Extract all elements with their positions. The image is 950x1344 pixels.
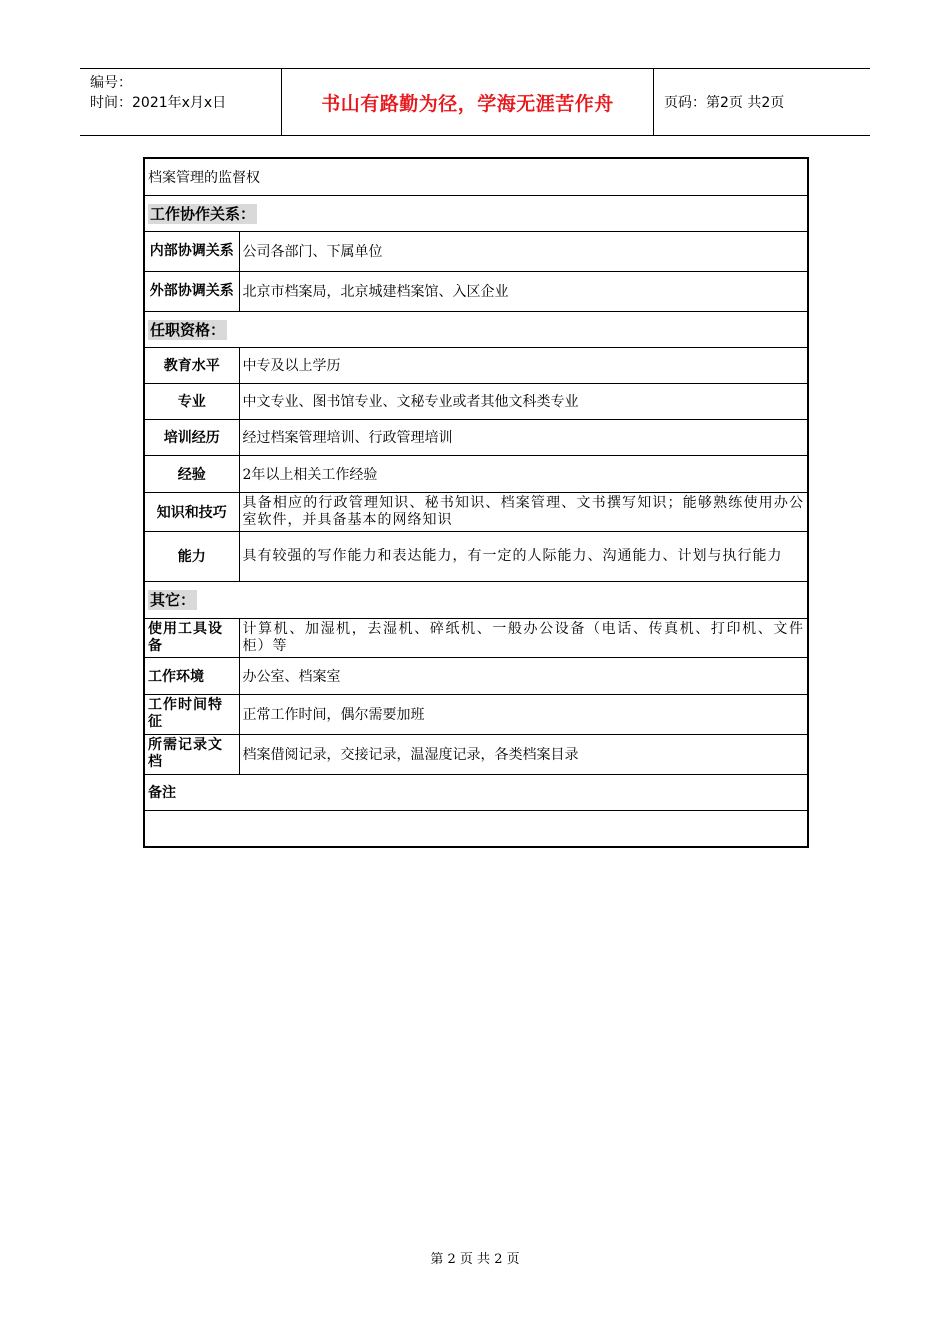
- major-label: 专业: [144, 383, 239, 419]
- page-label: 页码：第2页 共2页: [664, 95, 785, 111]
- table-row: [144, 531, 808, 581]
- section-other-title: 其它：: [150, 591, 196, 609]
- page-header: [80, 68, 870, 136]
- section-row: [144, 581, 808, 618]
- header-motto-cell: [282, 69, 654, 135]
- page-footer: [0, 1248, 950, 1267]
- table-row: [144, 492, 808, 531]
- education-label: 教育水平: [144, 347, 239, 383]
- major-value: 中文专业、图书馆专业、文秘专业或者其他文科类专业: [239, 383, 808, 419]
- ability-label: 能力: [144, 531, 239, 581]
- knowledge-label: 知识和技巧: [144, 492, 239, 531]
- table-row: [144, 734, 808, 774]
- table-row: [144, 419, 808, 455]
- education-value: 中专及以上学历: [239, 347, 808, 383]
- number-label: 编号：: [90, 75, 132, 91]
- records-label: 所需记录文档: [144, 734, 239, 774]
- section-qualification-title: 任职资格：: [150, 320, 226, 339]
- worktime-label: 工作时间特征: [144, 694, 239, 734]
- archive-supervision-cell: 档案管理的监督权: [144, 158, 808, 195]
- table-row: [144, 657, 808, 694]
- experience-value: 2年以上相关工作经验: [239, 455, 808, 492]
- table-row: [144, 231, 808, 271]
- training-value: 经过档案管理培训、行政管理培训: [239, 419, 808, 455]
- job-description-table: [143, 157, 809, 848]
- table-row: [144, 347, 808, 383]
- section-cooperation: [144, 195, 808, 231]
- worktime-value: 正常工作时间，偶尔需要加班: [239, 694, 808, 734]
- table-row: [144, 455, 808, 492]
- experience-label: 经验: [144, 455, 239, 492]
- table-row: [144, 271, 808, 311]
- table-row: [144, 774, 808, 810]
- table-row: [144, 618, 808, 657]
- internal-value: 公司各部门、下属单位: [239, 231, 808, 271]
- header-page-cell: [654, 69, 870, 135]
- section-row: [144, 311, 808, 347]
- section-qualification: [144, 311, 808, 347]
- section-cooperation-title: 工作协作关系：: [150, 204, 256, 223]
- section-row: [144, 195, 808, 231]
- remarks-value: [144, 810, 808, 847]
- remarks-label: 备注: [144, 774, 808, 810]
- tools-value: 计算机、加湿机，去湿机、碎纸机、一般办公设备（电话、传真机、打印机、文件柜）等: [239, 618, 808, 657]
- records-value: 档案借阅记录，交接记录，温湿度记录，各类档案目录: [239, 734, 808, 774]
- section-other: [144, 581, 808, 618]
- ability-value: 具有较强的写作能力和表达能力，有一定的人际能力、沟通能力、计划与执行能力: [239, 531, 808, 581]
- table-row: [144, 383, 808, 419]
- internal-label: 内部协调关系: [144, 231, 239, 271]
- table-row: [144, 158, 808, 195]
- external-label: 外部协调关系: [144, 271, 239, 311]
- environment-value: 办公室、档案室: [239, 657, 808, 694]
- header-left-cell: [80, 69, 282, 135]
- table-row: [144, 810, 808, 847]
- motto-text: 书山有路勤为径，学海无涯苦作舟: [321, 92, 614, 115]
- table-row: [144, 694, 808, 734]
- knowledge-value: 具备相应的行政管理知识、秘书知识、档案管理、文书撰写知识；能够熟练使用办公室软件，并具备基本的网络知识: [239, 492, 808, 531]
- date-label: 时间：2021年x月x日: [90, 95, 227, 111]
- footer-page-number: 第 2 页 共 2 页: [430, 1252, 520, 1267]
- tools-label: 使用工具设备: [144, 618, 239, 657]
- environment-label: 工作环境: [144, 657, 239, 694]
- external-value: 北京市档案局，北京城建档案馆、入区企业: [239, 271, 808, 311]
- training-label: 培训经历: [144, 419, 239, 455]
